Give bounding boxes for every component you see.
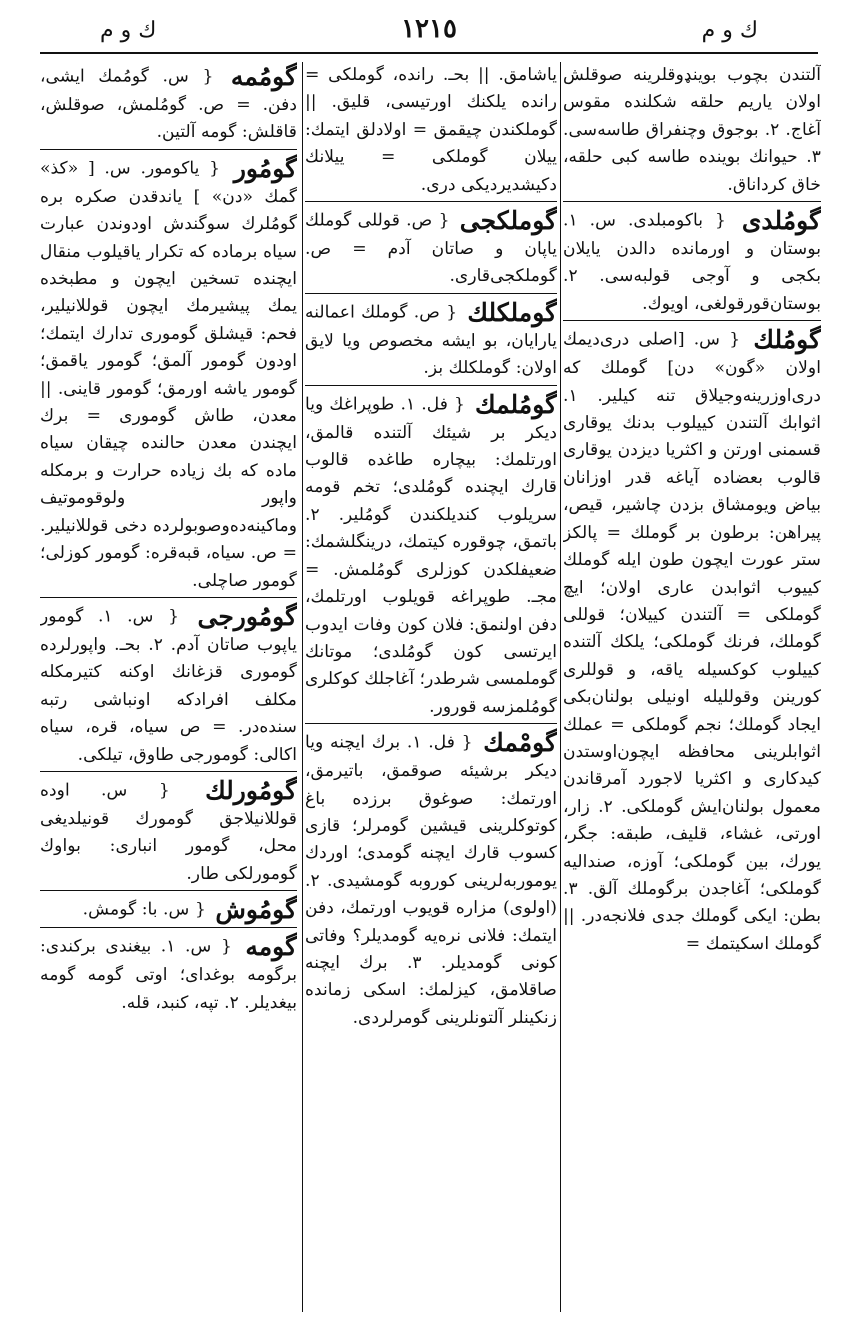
- dictionary-entry: [40, 597, 297, 769]
- entry-text: { س. ۱. بیغندی برکندی: برگومه بوغدای؛ اوتی گومه گومه بیغدیلر. ۲. تپه، کنبد، قله.: [40, 936, 297, 1013]
- entry-text: { فل. ۱. طوپراغك ویا دیکر بر شیئك آلتنده قالمق، اورتلمك: بیچاره طاغده قالوب قارك ایچنده گومُلدی؛ تخم قومه سریلوب کندیلکندن گومُلیر. ۲. باتمق، چوقوره کیتمك، درینگلشمك: ضعیفلکدن کوزلری گومُلمش. = مجـ. طوپراغه قویلوب اورتلمك، دفن اولنمق: فلان کون وفات ایدوب ایرتسی کون گومُلدی؛ موتانك گوملمسی شرطدر؛ آغاجلك کوکلری گومُلمزسه قورور.: [305, 394, 557, 717]
- header-left-running-head: ك و م: [100, 18, 157, 43]
- dictionary-entry: [40, 62, 297, 147]
- entry-headword: گومُورلك: [205, 775, 297, 805]
- entry-headword: گومْمك: [483, 728, 557, 758]
- entry-headword: گومُلدی: [741, 206, 821, 236]
- header-right-running-head: ك و م: [701, 18, 758, 43]
- dictionary-column-right: [563, 62, 821, 1312]
- page-header: [40, 14, 818, 54]
- entry-text: آلتندن بچوب بوینډوقلرینه صوقلش اولان یاریم حلقه شکلنده مقوس آغاج. ۲. بوجوق وچنفراق طاسه‌سی. ۳. حیوانك بوینده طاسه کبی حلقه، خاق کرداناق.: [563, 65, 821, 195]
- column-divider: [302, 62, 303, 1312]
- dictionary-entry: [305, 293, 557, 383]
- entry-text: { س. ۱. گومور یاپوب صاتان آدم. ۲. بحـ. واپورلرده گوموری قزغانك اوکنه کتیرمکله مکلف افرادکه اونباشی رتبه سنده‌در. = ص سیاه، قره، سیاه اکالی: گومورجی طاوق، تیلکی.: [40, 606, 297, 765]
- entry-text: { س. اوده قوللانیلاجق گومورك قونیلدیغی محل، گومور انباری: بواوك گومورلکی طار.: [40, 780, 297, 884]
- entry-text: { س. [اصلی دری‌دیمك اولان «گون» دن] گوملك که دری‌اوزرینه‌وجیلاق تنه کیلیر. ۱. اثوابك آلتندن کییلوب بدنك یوقاری قسمنی اورتن و اکثریا دیزدن یوقاری قالوب بعضاده آیاغه قدر اوزانان بیاض ویومشاق بزدن چاشیر، قیص، پیراهن: برطون بر گوملك = پالکز ستر عورت ایچون طون ایله گوملك کییوب اثوابدن عاری اولان؛ ایچ گوملکی = آلتندن کییلان؛ قوللی گوملك، فرنك گوملکی؛ یلکك آلتنده کییلوب کوکسیله یاقه، و قوللری کورینن وقوللیله اونیلی بولنان‌بکی ایجاد گوملك؛ نجم گوملکی = عملك اثوابلرینی محافظه ایچون‌اوستدن کیدکاری و اکثریا لاجورد آمرقاندن معمول بولنان‌ایش گوملکی. ۲. زار، اورتی، غشاء، قلیف، طبقه: جگر، یورك، بین گوملکی؛ آوزه، صندالیه گوملکی؛ آغاجدن برگوملك آلق. ۳. بطن: ایکی گوملك جدی فلانجه‌در. || گوملك اسکیتمك =: [563, 329, 821, 954]
- entry-headword: گومُمه: [230, 62, 297, 91]
- page-number: ١٢١٥: [401, 14, 457, 44]
- entry-headword: گوملكلك: [467, 297, 557, 327]
- entry-headword: گومُور: [233, 153, 297, 183]
- dictionary-entry: [305, 385, 557, 721]
- dictionary-column-left: [40, 62, 297, 1312]
- entry-text: یاشامق. || بحـ. رانده، گوملکی = رانده یلکنك اورتیسی، قلیق. || گوملکندن چیقمق = اولادلق ایتمك: ییلان گوملکی = ییلانك دکیشدیردیکی دری.: [305, 65, 557, 195]
- dictionary-entry: [40, 149, 297, 595]
- column-divider: [560, 62, 561, 1312]
- entry-headword: گومُلمك: [475, 389, 557, 419]
- entry-text: { ص. قوللی گوملك یاپان و صاتان آدم = ص. گوملکجی‌قاری.: [305, 210, 557, 287]
- entry-text: { س. با: گومش.: [82, 899, 206, 920]
- entry-headword: گومُورجی: [197, 601, 297, 631]
- dictionary-entry: [563, 320, 821, 958]
- dictionary-entry: [305, 201, 557, 291]
- entry-headword: گومه: [245, 932, 297, 962]
- dictionary-entry: [563, 201, 821, 318]
- entry-headword: گومُوش: [215, 895, 297, 925]
- dictionary-entry: [563, 62, 821, 199]
- entry-text: { س. گومُمك ایشی، دفن. = ص. گومُلمش، صوقلش، قاقلش: گومه آلتین.: [40, 66, 297, 143]
- entry-text: { فل. ۱. برك ایچنه ویا دیکر برشیئه صوقمق، باتیرمق، اورتمك: صوغوق برزده باغ کوتوکلرینی قیشین گومرلر؛ قازی کسوب قارك ایچنه گومدی؛ اوردك یوموربه‌لرینی کوروبه گومشیدی. ۲. (اولوی) مزاره قویوب اورتمك، دفن ایتمك: فلانی نره‌یه گومدیلر؟ وفاتی کونی گومدیلر. ۳. برك ایچنه صاقلامق، کیزلمك: اسکی زمانده زنکینلر آلتونلرینی گومرلردی.: [305, 732, 557, 1028]
- entry-text: { ص. گوملك اعمالنه یارایان، بو ایشه مخصوص ویا لایق اولان: گوملکلك بز.: [305, 302, 557, 379]
- dictionary-entry: [40, 771, 297, 888]
- dictionary-entry: [305, 62, 557, 199]
- dictionary-column-middle: [305, 62, 557, 1312]
- entry-headword: گومُلك: [753, 325, 821, 355]
- entry-text: { باكومبلدی. س. ۱. بوستان و اورمانده دالدن یایلان بکجی و آوجی قولبه‌سی. ۲. بوستان‌قورقولغی، اویوك.: [563, 210, 821, 314]
- dictionary-entry: [40, 927, 297, 1017]
- dictionary-entry: [305, 723, 557, 1032]
- dictionary-entry: [40, 890, 297, 925]
- entry-headword: گوملكجی: [459, 206, 557, 236]
- entry-text: { یاکومور. س. [ «کذ» گمك «دن» ] یاندقدن صکره بره گومُلرك سوگندش اودوندن عبارت سیاه برماده که تکرار یاقیلوب منقال ایچنده تسخین ایچون و مطبخده یمك پیشیرمك ایچون قوللانیلیر، فحم: قیشلق گوموری تدارك ایتمك؛ اودون گومور آلمق؛ گومور یاقمق؛ گومور یاشه اورمق؛ گومور قاینی. || معدن، طاش گوموری = برك ایچندن معدن حالنده چیقان سیاه ماده که بك زیاده حرارت و برمکله واپور ولوقوموتیف وماکینه‌ده‌وصوبولرده دخی قوللانیلیر. = ص. سیاه، قبه‌قره: گومور کوزلی؛ گومور صاچلی.: [40, 158, 297, 591]
